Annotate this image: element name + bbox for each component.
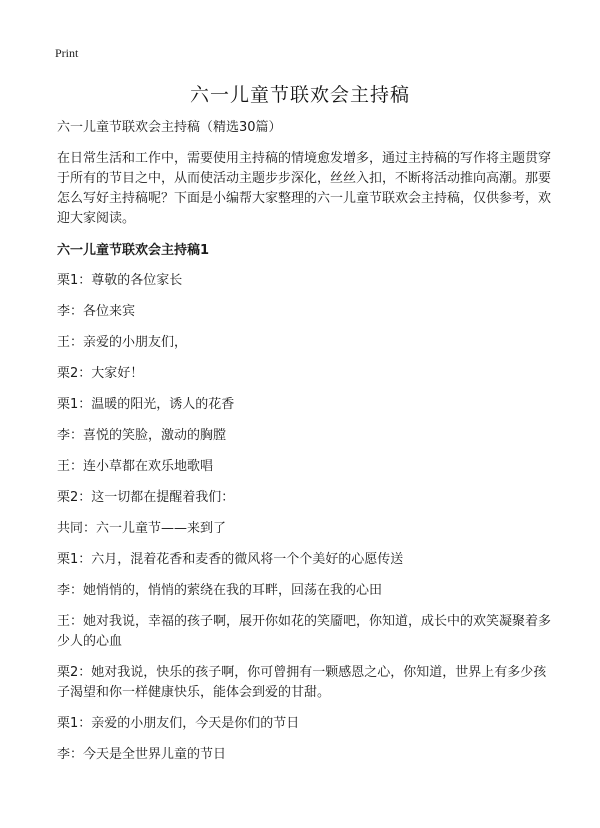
- script-line: 王：她对我说，幸福的孩子啊，展开你如花的笑靥吧，你知道，成长中的欢笑凝聚着多少人的心血: [57, 614, 552, 649]
- script-line: 栗1：六月，混着花香和麦香的微风将一个个美好的心愿传送: [57, 552, 404, 567]
- page-title: 六一儿童节联欢会主持稿: [189, 84, 410, 106]
- script-line: 共同：六一儿童节——来到了: [57, 521, 227, 536]
- script-lines: [57, 271, 557, 765]
- script-line: 李：今天是全世界儿童的节日: [57, 747, 227, 762]
- script-line: 栗2：这一切都在提醒着我们：: [57, 490, 235, 505]
- script-line: 栗2：她对我说，快乐的孩子啊，你可曾拥有一颗感恩之心，你知道，世界上有多少孩子渴望和你一样健康快乐，能体会到爱的甘甜。: [57, 665, 547, 700]
- script-line: 王：亲爱的小朋友们，: [57, 335, 188, 350]
- script-line: 李：各位来宾: [57, 304, 136, 319]
- script-line: 栗2：大家好！: [57, 366, 144, 381]
- document-body: [57, 118, 557, 776]
- script-line: 李：喜悦的笑脸，激动的胸膛: [57, 428, 227, 443]
- print-link[interactable]: Print: [55, 46, 79, 60]
- subtitle: 六一儿童节联欢会主持稿（精选30篇）: [57, 120, 282, 135]
- script-line: 栗1：尊敬的各位家长: [57, 273, 183, 288]
- section-heading: 六一儿童节联欢会主持稿1: [57, 243, 210, 258]
- script-line: 王：连小草都在欢乐地歌唱: [57, 459, 214, 474]
- script-line: 栗1：亲爱的小朋友们，今天是你们的节日: [57, 716, 300, 731]
- script-line: 李：她悄悄的，悄悄的萦绕在我的耳畔，回荡在我的心田: [57, 583, 383, 598]
- script-line: 栗1：温暖的阳光，诱人的花香: [57, 397, 235, 412]
- intro-paragraph: 在日常生活和工作中，需要使用主持稿的情境愈发增多，通过主持稿的写作将主题贯穿于所有的节目之中，从而使活动主题步步深化，丝丝入扣，不断将活动推向高潮。那要怎么写好主持稿呢？下面是小编帮大家整理的六一儿童节联欢会主持稿，仅供参考，欢迎大家阅读。: [57, 151, 552, 226]
